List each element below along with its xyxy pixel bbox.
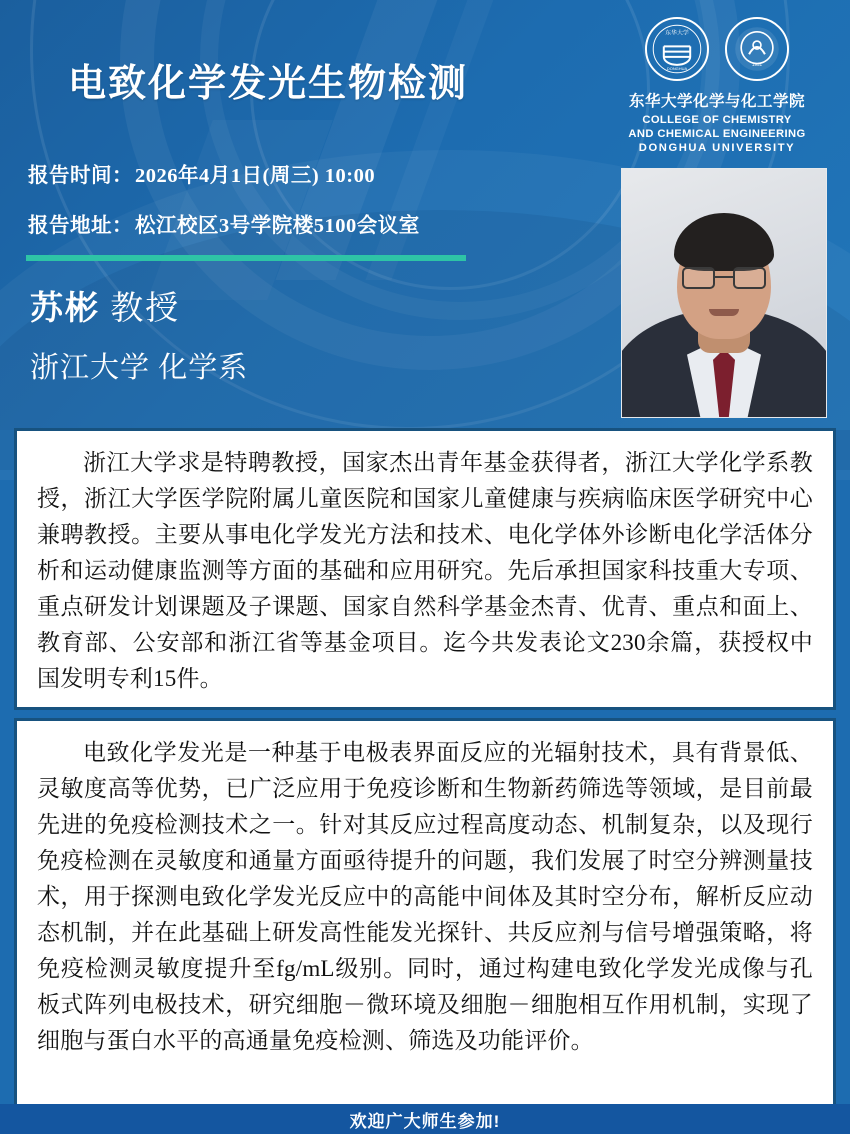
page-title: 电致化学发光生物检测 (68, 63, 469, 105)
lecture-time-row (28, 158, 375, 188)
donghua-university-seal-icon (644, 16, 710, 82)
logo-english-name (602, 113, 832, 155)
portrait-glasses-bridge (715, 276, 733, 278)
abstract-text: 电致化学发光是一种基于电极表界面反应的光辐射技术，具有背景低、灵敏度高等优势，已广泛应用于免疫诊断和生物新药筛选等领域，是目前最先进的免疫检测技术之一。针对其反应过程高度动态、机制复杂，以及现行免疫检测在灵敏度和通量方面亟待提升的问题，我们发展了时空分辨测量技术，用于探测电致化学发光反应中的高能中间体及其时空分布，解析反应动态机制，并在此基础上研发高性能发光探针、共反应剂与信号增强策略，将免疫检测灵敏度提升至fg/mL级别。同时，通过构建电致化学发光成像与孔板式阵列电极技术，研究细胞－微环境及细胞－细胞相互作用机制，实现了细胞与蛋白水平的高通量免疫检测、筛选及功能评价。 (37, 740, 813, 1053)
portrait-glasses-icon (682, 267, 766, 289)
svg-text:DONGHUA: DONGHUA (666, 66, 688, 72)
speaker-name: 苏彬 (30, 291, 100, 327)
lecture-place-row (28, 208, 420, 238)
lecture-time-value: 2026年4月1日(周三) 10:00 (135, 165, 376, 187)
portrait-lens-right (733, 267, 766, 289)
college-of-chemistry-seal-icon (724, 16, 790, 82)
lecture-time-label: 报告时间： (28, 165, 133, 187)
logo-english-line-3: DONGHUA UNIVERSITY (638, 142, 796, 154)
lecture-place-label: 报告地址： (28, 215, 133, 237)
speaker-affiliation: 浙江大学 化学系 (30, 352, 249, 384)
speaker-line (30, 282, 180, 329)
logo-english-line-2: AND CHEMICAL ENGINEERING (628, 128, 806, 140)
logo-english-line-1: COLLEGE OF CHEMISTRY (642, 114, 792, 126)
speaker-role: 教授 (110, 291, 181, 327)
svg-text:1951: 1951 (751, 62, 763, 68)
logo-marks-row (602, 16, 832, 82)
accent-divider (26, 255, 466, 261)
biography-panel (14, 428, 836, 710)
lecture-place-value: 松江校区3号学院楼5100会议室 (135, 215, 420, 237)
logo-chinese-name: 东华大学化学与化工学院 (628, 93, 805, 110)
university-logo-block (602, 16, 832, 155)
portrait-lens-left (682, 267, 715, 289)
abstract-panel (14, 718, 836, 1108)
portrait-mouth (709, 309, 739, 316)
svg-text:东华大学: 东华大学 (665, 30, 689, 37)
biography-text: 浙江大学求是特聘教授，国家杰出青年基金获得者，浙江大学化学系教授，浙江大学医学院附属儿童医院和国家儿童健康与疾病临床医学研究中心兼聘教授。主要从事电化学发光方法和技术、电化学体外诊断电化学活体分析和运动健康监测等方面的基础和应用研究。先后承担国家科技重大专项、重点研发计划课题及子课题、国家自然科学基金杰青、优青、重点和面上、教育部、公安部和浙江省等基金项目。迄今共发表论文230余篇，获授权中国发明专利15件。 (37, 450, 813, 691)
speaker-portrait (621, 168, 827, 418)
footer-bar: 欢迎广大师生参加! (0, 1104, 850, 1134)
